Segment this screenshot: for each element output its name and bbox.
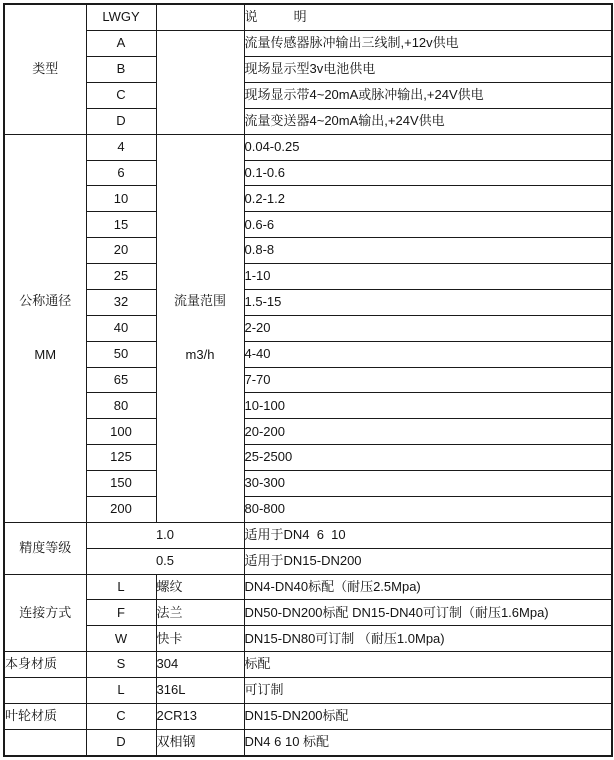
dn-cell: 150 bbox=[86, 471, 156, 497]
diameter-label-line1: 公称通径 bbox=[19, 292, 72, 308]
material-code-cell: D bbox=[86, 729, 156, 756]
material-section-label: 本身材质 bbox=[4, 652, 86, 678]
flow-range-cell: 4-40 bbox=[244, 341, 612, 367]
type-section-label: 类型 bbox=[4, 4, 86, 134]
type-code-cell: D bbox=[86, 108, 156, 134]
dn-cell: 32 bbox=[86, 289, 156, 315]
type-desc-cell: 现场显示带4~20mA或脉冲输出,+24V供电 bbox=[244, 82, 612, 108]
flow-range-label bbox=[156, 134, 244, 522]
flow-range-cell: 2-20 bbox=[244, 315, 612, 341]
dn-cell: 4 bbox=[86, 134, 156, 160]
material-name-cell: 316L bbox=[156, 678, 244, 704]
flow-range-cell: 10-100 bbox=[244, 393, 612, 419]
connection-section-label: 连接方式 bbox=[4, 574, 86, 652]
description-header-cell: 说 明 bbox=[244, 4, 612, 31]
type-code-cell: B bbox=[86, 57, 156, 83]
material-desc-cell: DN15-DN200标配 bbox=[244, 703, 612, 729]
header-col3-empty-cell bbox=[156, 4, 244, 31]
material-section-label bbox=[4, 729, 86, 756]
dn-cell: 10 bbox=[86, 186, 156, 212]
flow-range-cell: 0.2-1.2 bbox=[244, 186, 612, 212]
material-desc-cell: DN4 6 10 标配 bbox=[244, 729, 612, 756]
material-code-cell: S bbox=[86, 652, 156, 678]
connection-desc-cell: DN4-DN40标配（耐压2.5Mpa) bbox=[244, 574, 612, 600]
dn-cell: 125 bbox=[86, 445, 156, 471]
connection-name-cell: 法兰 bbox=[156, 600, 244, 626]
accuracy-desc-cell: 适用于DN4 6 10 bbox=[244, 522, 612, 548]
dn-cell: 20 bbox=[86, 238, 156, 264]
accuracy-section-label: 精度等级 bbox=[4, 522, 86, 574]
material-name-cell: 2CR13 bbox=[156, 703, 244, 729]
dn-cell: 25 bbox=[86, 264, 156, 290]
material-code-cell: C bbox=[86, 703, 156, 729]
accuracy-grade-cell: 0.5 bbox=[86, 548, 244, 574]
material-section-label: 叶轮材质 bbox=[4, 703, 86, 729]
connection-code-cell: W bbox=[86, 626, 156, 652]
type-code-cell: A bbox=[86, 31, 156, 57]
type-col3-empty-cell bbox=[156, 31, 244, 135]
material-section-label bbox=[4, 678, 86, 704]
type-desc-cell: 流量传感器脉冲输出三线制,+12v供电 bbox=[244, 31, 612, 57]
spec-table bbox=[3, 3, 613, 757]
flow-range-cell: 20-200 bbox=[244, 419, 612, 445]
connection-desc-cell: DN15-DN80可订制 （耐压1.0Mpa) bbox=[244, 626, 612, 652]
accuracy-grade-cell: 1.0 bbox=[86, 522, 244, 548]
flow-range-cell: 0.8-8 bbox=[244, 238, 612, 264]
material-desc-cell: 标配 bbox=[244, 652, 612, 678]
flow-range-cell: 25-2500 bbox=[244, 445, 612, 471]
dn-cell: 200 bbox=[86, 496, 156, 522]
flow-range-cell: 1.5-15 bbox=[244, 289, 612, 315]
connection-code-cell: F bbox=[86, 600, 156, 626]
material-name-cell: 双相钢 bbox=[156, 729, 244, 756]
dn-cell: 100 bbox=[86, 419, 156, 445]
material-code-cell: L bbox=[86, 678, 156, 704]
dn-cell: 65 bbox=[86, 367, 156, 393]
flow-range-cell: 30-300 bbox=[244, 471, 612, 497]
diameter-section-label bbox=[4, 134, 86, 522]
flow-range-cell: 7-70 bbox=[244, 367, 612, 393]
diameter-label-line2: MM bbox=[34, 347, 57, 363]
dn-cell: 50 bbox=[86, 341, 156, 367]
model-header-cell: LWGY bbox=[86, 4, 156, 31]
connection-code-cell: L bbox=[86, 574, 156, 600]
material-desc-cell: 可订制 bbox=[244, 678, 612, 704]
flow-range-cell: 0.6-6 bbox=[244, 212, 612, 238]
connection-name-cell: 螺纹 bbox=[156, 574, 244, 600]
accuracy-desc-cell: 适用于DN15-DN200 bbox=[244, 548, 612, 574]
type-code-cell: C bbox=[86, 82, 156, 108]
flow-range-cell: 80-800 bbox=[244, 496, 612, 522]
flow-label-line1: 流量范围 bbox=[173, 292, 226, 308]
dn-cell: 6 bbox=[86, 160, 156, 186]
type-desc-cell: 现场显示型3v电池供电 bbox=[244, 57, 612, 83]
dn-cell: 15 bbox=[86, 212, 156, 238]
material-name-cell: 304 bbox=[156, 652, 244, 678]
flow-label-line2: m3/h bbox=[185, 347, 215, 363]
flow-range-cell: 0.04-0.25 bbox=[244, 134, 612, 160]
type-desc-cell: 流量变送器4~20mA输出,+24V供电 bbox=[244, 108, 612, 134]
dn-cell: 80 bbox=[86, 393, 156, 419]
flow-range-cell: 0.1-0.6 bbox=[244, 160, 612, 186]
dn-cell: 40 bbox=[86, 315, 156, 341]
connection-desc-cell: DN50-DN200标配 DN15-DN40可订制（耐压1.6Mpa) bbox=[244, 600, 612, 626]
connection-name-cell: 快卡 bbox=[156, 626, 244, 652]
flow-range-cell: 1-10 bbox=[244, 264, 612, 290]
